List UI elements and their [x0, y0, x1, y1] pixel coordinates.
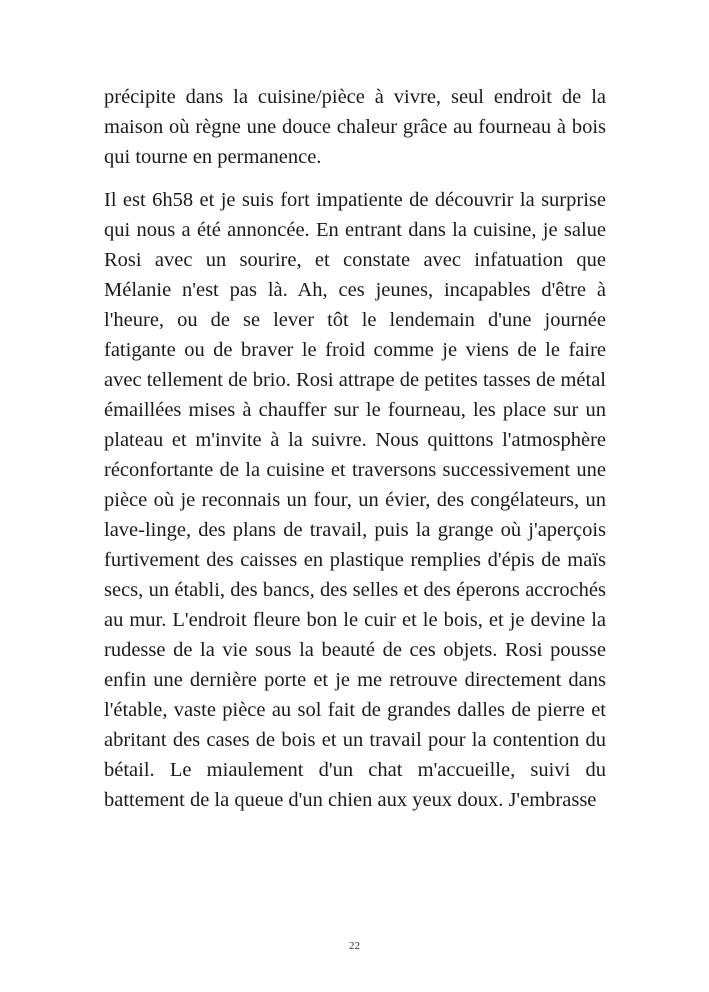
paragraph-2: Il est 6h58 et je suis fort impatiente de découvrir la surprise qui nous a été annoncée. En entrant dans la cuisine, je salue Rosi avec un sourire, et constate avec infatuation que Mélanie n'est pas là. Ah, ces jeunes, incapables d'être à l'heure, ou de se lever tôt le lendemain d'une journée fatigante ou de braver le froid comme je viens de le faire avec tellement de brio. Rosi attrape de petites tasses de métal émaillées mises à chauffer sur le fourneau, les place sur un plateau et m'invite à la suivre. Nous quittons l'atmosphère réconfortante de la cuisine et traversons successivement une pièce où je reconnais un four, un évier, des congélateurs, un lave-linge, des plans de travail, puis la grange où j'aperçois furtivement des caisses en plastique remplies d'épis de maïs secs, un établi, des bancs, des selles et des éperons accrochés au mur. L'endroit fleure bon le cuir et le bois, et je devine la rudesse de la vie sous la beauté de ces objets. Rosi pousse enfin une dernière porte et je me retrouve directement dans l'étable, vaste pièce au sol fait de grandes dalles de pierre et abritant des cases de bois et un travail pour la contention du bétail. Le miaulement d'un chat m'accueille, suivi du battement de la queue d'un chien aux yeux doux. J'embrasse: [104, 189, 606, 811]
page-number: 22: [349, 940, 360, 952]
paragraph-1: précipite dans la cuisine/pièce à vivre, seul endroit de la maison où règne une douce chaleur grâce au fourneau à bois qui tourne en permanence.: [104, 86, 606, 168]
page-body: [104, 82, 606, 828]
